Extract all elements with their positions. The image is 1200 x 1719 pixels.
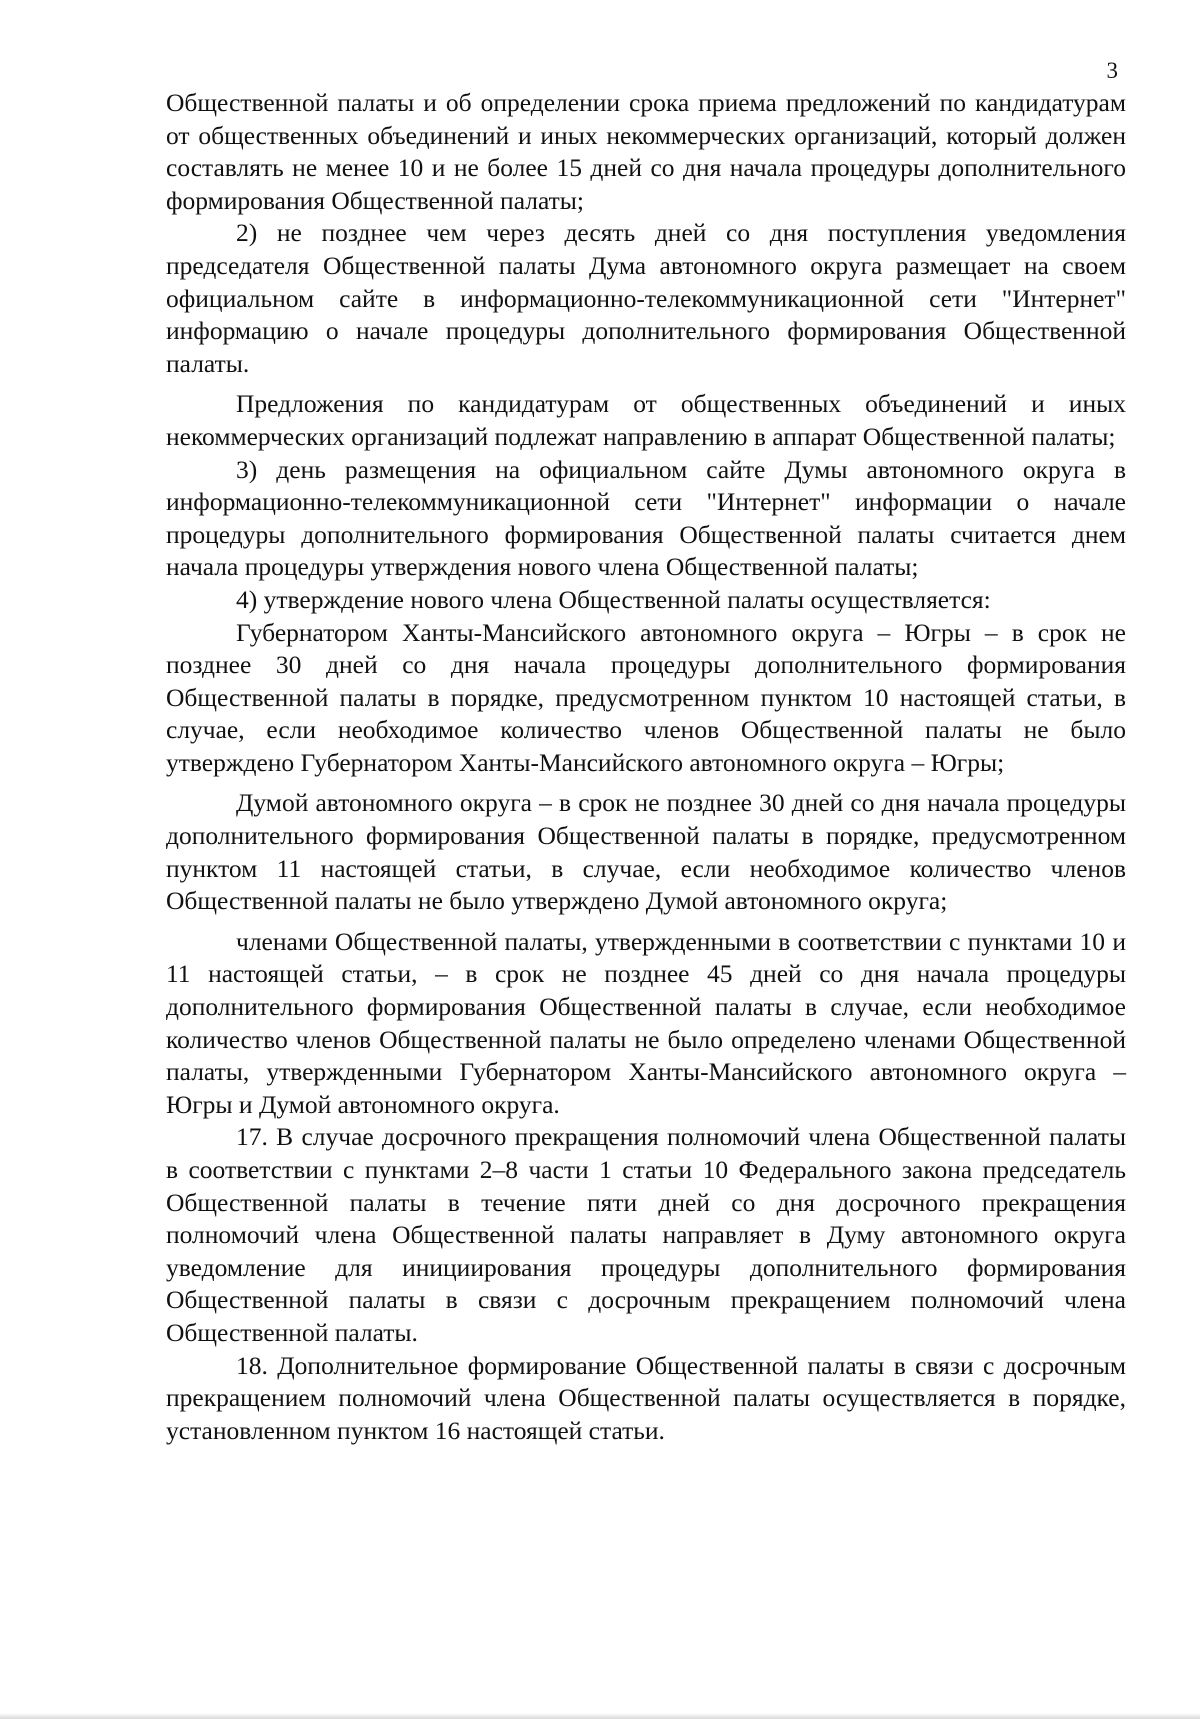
paragraph-item-3: 3) день размещения на официальном сайте Думы автономного округа в информационно-телекоммуникационной сети "Интернет" информации о начале процедуры дополнительного формирования Общественной палаты считается днем начала процедуры утверждения нового члена Общественной палаты;: [166, 454, 1126, 582]
page-number: 3: [1106, 58, 1118, 83]
paragraph-item-17: 17. В случае досрочного прекращения полномочий члена Общественной палаты в соответствии с пунктами 2–8 части 1 статьи 10 Федерального закона председатель Общественной палаты в течение пяти дней со дня досрочного прекращения полномочий члена Общественной палаты направляет в Думу автономного округа уведомление для инициирования процедуры дополнительного формирования Общественной палаты в связи с досрочным прекращением полномочий члена Общественной палаты.: [166, 1122, 1126, 1347]
paragraph-proposals: Предложения по кандидатурам от общественных объединений и иных некоммерческих организаций подлежат направлению в аппарат Общественной палаты;: [166, 389, 1126, 451]
paragraph-item-4: 4) утверждение нового члена Общественной палаты осуществляется:: [236, 584, 991, 614]
paragraph-governor: Губернатором Ханты-Мансийского автономного округа – Югры – в срок не позднее 30 дней со дня начала процедуры дополнительного формирования Общественной палаты в порядке, предусмотренном пунктом 10 настоящей статьи, в случае, если необходимое количество членов Общественной палаты не было утверждено Губернатором Ханты-Мансийского автономного округа – Югры;: [166, 617, 1126, 777]
paragraph-duma: Думой автономного округа – в срок не позднее 30 дней со дня начала процедуры дополнительного формирования Общественной палаты в порядке, предусмотренном пунктом 11 настоящей статьи, в случае, если необходимое количество членов Общественной палаты не было утверждено Думой автономного округа;: [166, 788, 1126, 916]
paragraph-item-2: 2) не позднее чем через десять дней со дня поступления уведомления председателя Общественной палаты Дума автономного округа размещает на своем официальном сайте в информационно-телекоммуникационной сети "Интернет" информацию о начале процедуры дополнительного формирования Общественной палаты.: [166, 218, 1126, 378]
paragraph-item-18: 18. Дополнительное формирование Общественной палаты в связи с досрочным прекращением полномочий члена Общественной палаты осуществляется в порядке, установленном пунктом 16 настоящей статьи.: [166, 1350, 1126, 1445]
paragraph-members: членами Общественной палаты, утвержденными в соответствии с пунктами 10 и 11 настоящей статьи, – в срок не позднее 45 дней со дня начала процедуры дополнительного формирования Общественной палаты в случае, если необходимое количество членов Общественной палаты не было определено членами Общественной палаты, утвержденными Губернатором Ханты-Мансийского автономного округа – Югры и Думой автономного округа.: [166, 926, 1126, 1119]
scan-bottom-edge: [0, 1713, 1200, 1719]
document-body: [166, 87, 1126, 1447]
paragraph-continuation: Общественной палаты и об определении срока приема предложений по кандидатурам от общественных объединений и иных некоммерческих организаций, который должен составлять не менее 10 и не более 15 дней со дня начала процедуры дополнительного формирования Общественной палаты;: [166, 88, 1126, 215]
